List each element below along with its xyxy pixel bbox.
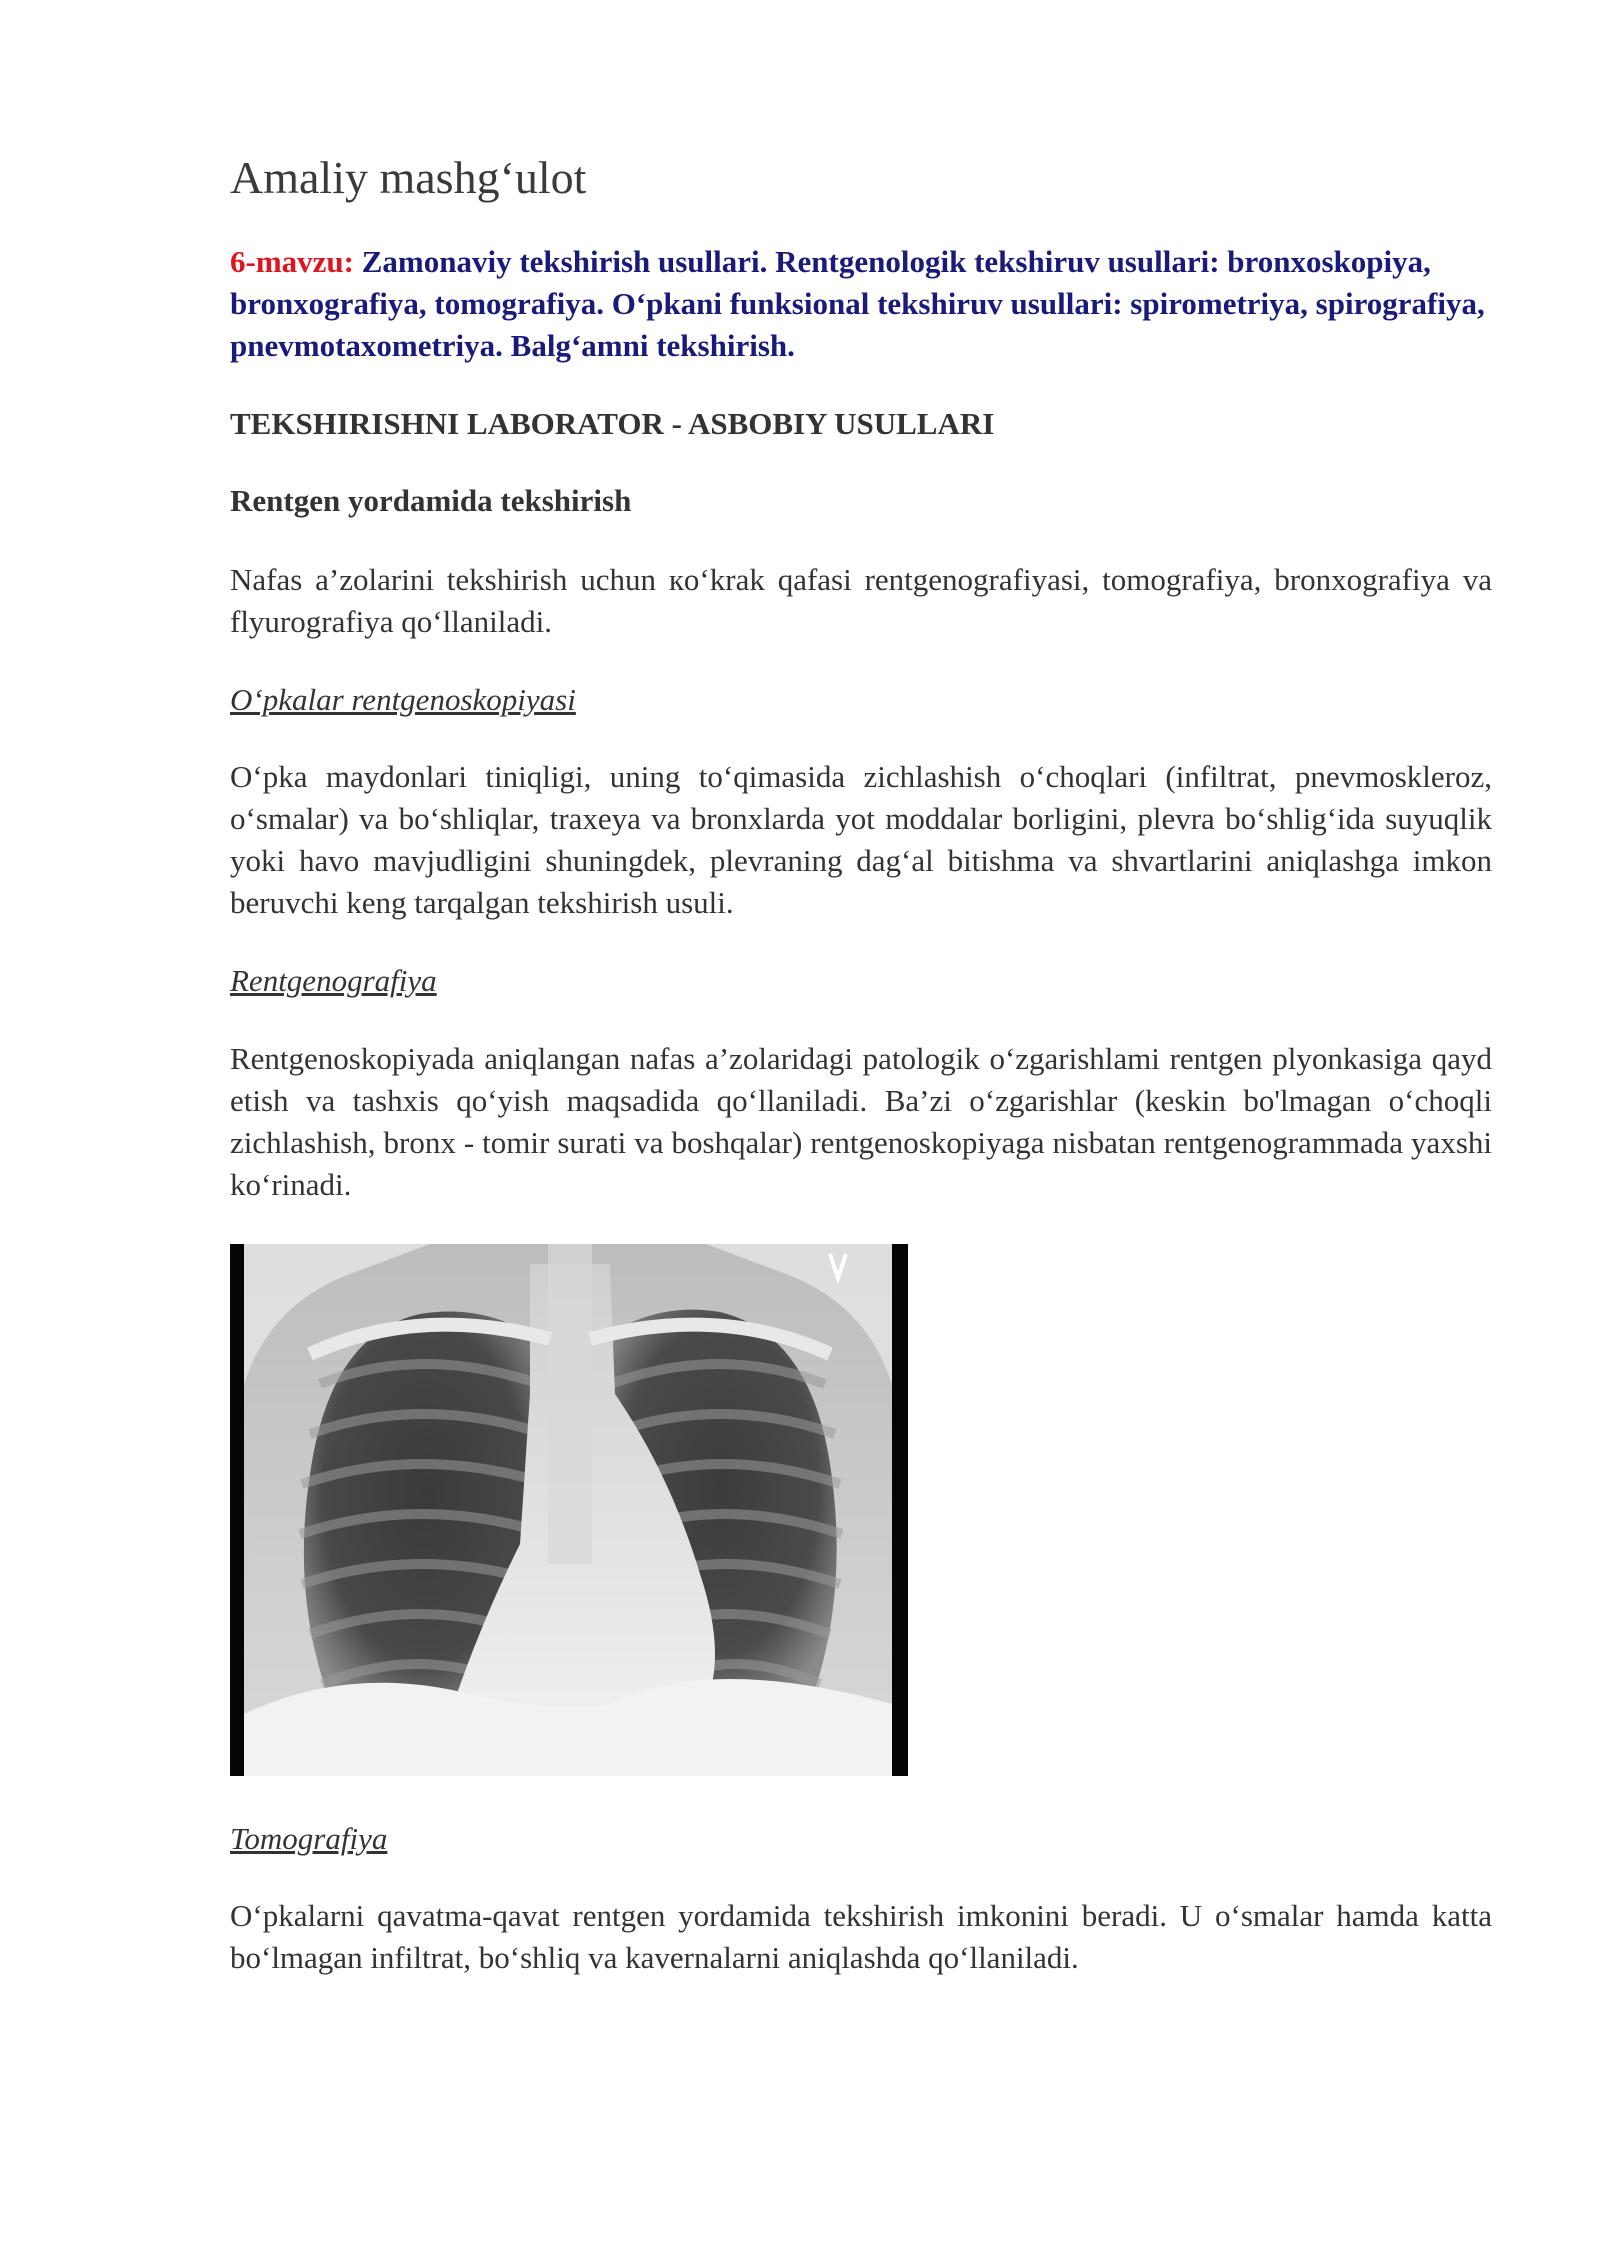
section-text-rentgenoskopiya: O‘pka maydonlari tiniqligi, uning to‘qimasida zichlashish o‘choqlari (infiltrat, pnevmoskleroz, o‘smalar) va bo‘shliqlar, traxeya va bronxlarda yot moddalar borligini, plevra bo‘shlig‘ida suyuqlik yoki havo mavjudligini shuningdek, plevraning dag‘al bitishma va shvartlarini aniqlashga imkon beruvchi keng tarqalgan tekshirish usuli. <box>230 759 1492 921</box>
section-heading-tomografiya: Tomografiya <box>230 1820 388 1856</box>
section-heading: TEKSHIRISHNI LABORATOR - ASBOBIY USULLARI <box>230 405 995 441</box>
document-title: Amaliy mashg‘ulot <box>230 152 587 203</box>
chest-xray-image <box>230 1244 908 1776</box>
section-heading-rentgenoskopiya: O‘pkalar rentgenoskopiyasi <box>230 682 576 718</box>
intro-paragraph: Nafas a’zolarini tekshirish uchun кo‘krak qafasi rentgenografiyasi, tomografiya, bronxografiya va flyurografiya qo‘llaniladi. <box>230 562 1492 640</box>
topic-text: Zamonaviy tekshirish usullari. Rentgenologik tekshiruv usullari: bronxoskopiya, bronxografiya, tomografiya. O‘pkani funksional tekshiruv usullari: spirometriya, spirografiya, pnevmotaxometriya. Balg‘amni tekshirish. <box>230 243 1485 363</box>
section-text-tomografiya: O‘pkalarni qavatma-qavat rentgen yordamida tekshirish imkonini beradi. U o‘smalar hamda katta bo‘lmagan infiltrat, bo‘shliq va kavernalarni aniqlashda qo‘llaniladi. <box>230 1897 1492 1975</box>
section-text-rentgenografiya: Rentgenoskopiyada aniqlangan nafas a’zolaridagi patologik o‘zgarishlami rentgen plyonkasiga qayd etish va tashxis qo‘yish maqsadida qo‘llaniladi. Ba’zi o‘zgarishlar (keskin bo'lmagan o‘choqli zichlashish, bronx - tomir surati va boshqalar) rentgenoskopiyaga nisbatan rentgenogrammada yaxshi ko‘rinadi. <box>230 1040 1492 1202</box>
sub-heading: Rentgen yordamida tekshirish <box>230 483 632 519</box>
document-page <box>230 152 1492 2017</box>
topic-heading <box>230 241 1492 367</box>
section-heading-rentgenografiya: Rentgenografiya <box>230 963 437 999</box>
topic-label: 6-mavzu: <box>230 243 354 279</box>
